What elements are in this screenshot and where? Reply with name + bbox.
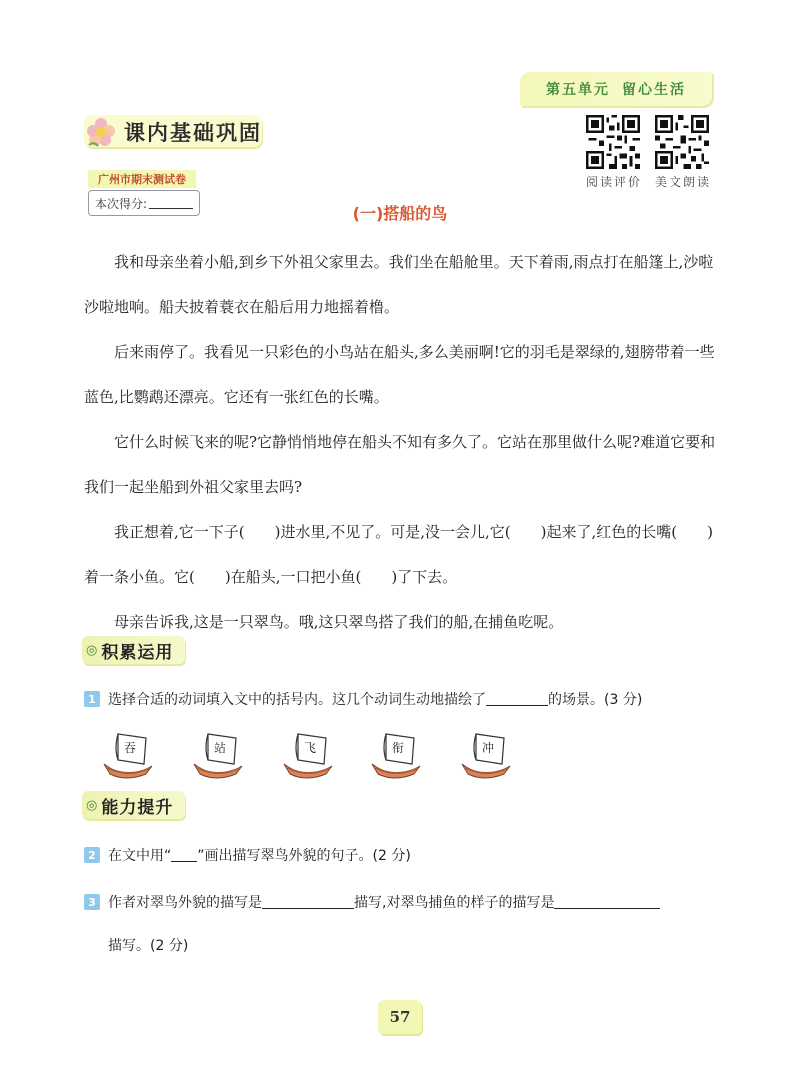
question-text: 描写。(2 分) [108, 938, 189, 954]
question-1 [84, 689, 642, 709]
verb-boat[interactable] [190, 730, 246, 782]
verb-word: 站 [213, 741, 226, 755]
verb-word: 飞 [303, 741, 316, 755]
unit-tag [520, 72, 712, 106]
qr-code-recital-icon[interactable] [655, 115, 709, 169]
passage-title: (一)搭船的鸟 [352, 204, 448, 223]
subhead-accumulate [82, 636, 185, 664]
verb-boat[interactable] [280, 730, 336, 782]
subhead-ability-text: 能力提升 [101, 797, 174, 818]
qr-label-recital: 美文朗读 [655, 175, 712, 189]
verb-boat[interactable] [368, 730, 424, 782]
verb-boat[interactable] [458, 730, 514, 782]
section-title [84, 115, 262, 149]
answer-blank[interactable] [554, 895, 660, 909]
unit-theme: 留心生活 [622, 82, 686, 98]
answer-blank[interactable] [486, 692, 548, 706]
subhead-accumulate-text: 积累运用 [101, 642, 174, 663]
subhead-ability [82, 791, 185, 819]
page-number: 57 [378, 1000, 422, 1034]
exam-source-tag: 广州市期末测试卷 [88, 170, 196, 188]
score-label: 本次得分: [95, 196, 148, 211]
question-number: 1 [84, 691, 100, 707]
passage-paragraph: 母亲告诉我,这是一只翠鸟。哦,这只翠鸟搭了我们的船,在捕鱼吃呢。 [114, 613, 564, 631]
passage-paragraph: 我和母亲坐着小船,到乡下外祖父家里去。我们坐在船舱里。天下着雨,雨点打在船篷上,沙啦沙啦地响。船夫披着蓑衣在船后用力地摇着橹。 [84, 253, 714, 316]
passage-paragraph: 我正想着,它一下子( )进水里,不见了。可是,没一会儿,它( )起来了,红色的长嘴( )着一条小鱼。它( )在船头,一口把小鱼( )了下去。 [84, 523, 713, 586]
question-text: 描写,对翠鸟捕鱼的样子的描写是 [354, 895, 555, 911]
verb-boats [100, 730, 520, 782]
qr-label-reading: 阅读评价 [586, 175, 643, 189]
question-text: 选择合适的动词填入文中的括号内。这几个动词生动地描绘了 [108, 692, 486, 708]
verb-word: 冲 [481, 741, 494, 755]
question-text: 的场景。(3 分) [548, 692, 643, 708]
flower-icon [84, 115, 118, 149]
verb-word: 衔 [391, 741, 404, 755]
passage-paragraph: 后来雨停了。我看见一只彩色的小鸟站在船头,多么美丽啊!它的羽毛是翠绿的,翅膀带着一些蓝色,比鹦鹉还漂亮。它还有一张红色的长嘴。 [84, 343, 715, 406]
passage-paragraph: 它什么时候飞来的呢?它静悄悄地停在船头不知有多久了。它站在那里做什么呢?难道它要和我们一起坐船到外祖父家里去吗? [84, 433, 716, 496]
question-number: 2 [84, 847, 100, 863]
answer-blank[interactable] [262, 895, 354, 909]
section-title-text: 课内基础巩固 [124, 121, 262, 145]
question-3-continued [108, 935, 188, 955]
qr-code-reading-icon[interactable] [586, 115, 640, 169]
question-2 [84, 845, 411, 865]
passage [84, 240, 716, 645]
question-number: 3 [84, 894, 100, 910]
unit-label: 第五单元 [546, 82, 610, 98]
circle-mark-icon: ◎ [86, 797, 98, 813]
question-text: 作者对翠鸟外貌的描写是 [108, 895, 262, 911]
underline-sample [171, 848, 197, 862]
question-3 [84, 892, 660, 912]
question-text: 在文中用“ [108, 848, 172, 864]
verb-boat[interactable] [100, 730, 156, 782]
circle-mark-icon: ◎ [86, 642, 98, 658]
verb-word: 吞 [123, 741, 136, 755]
question-text: ”画出描写翠鸟外貌的句子。(2 分) [197, 848, 411, 864]
